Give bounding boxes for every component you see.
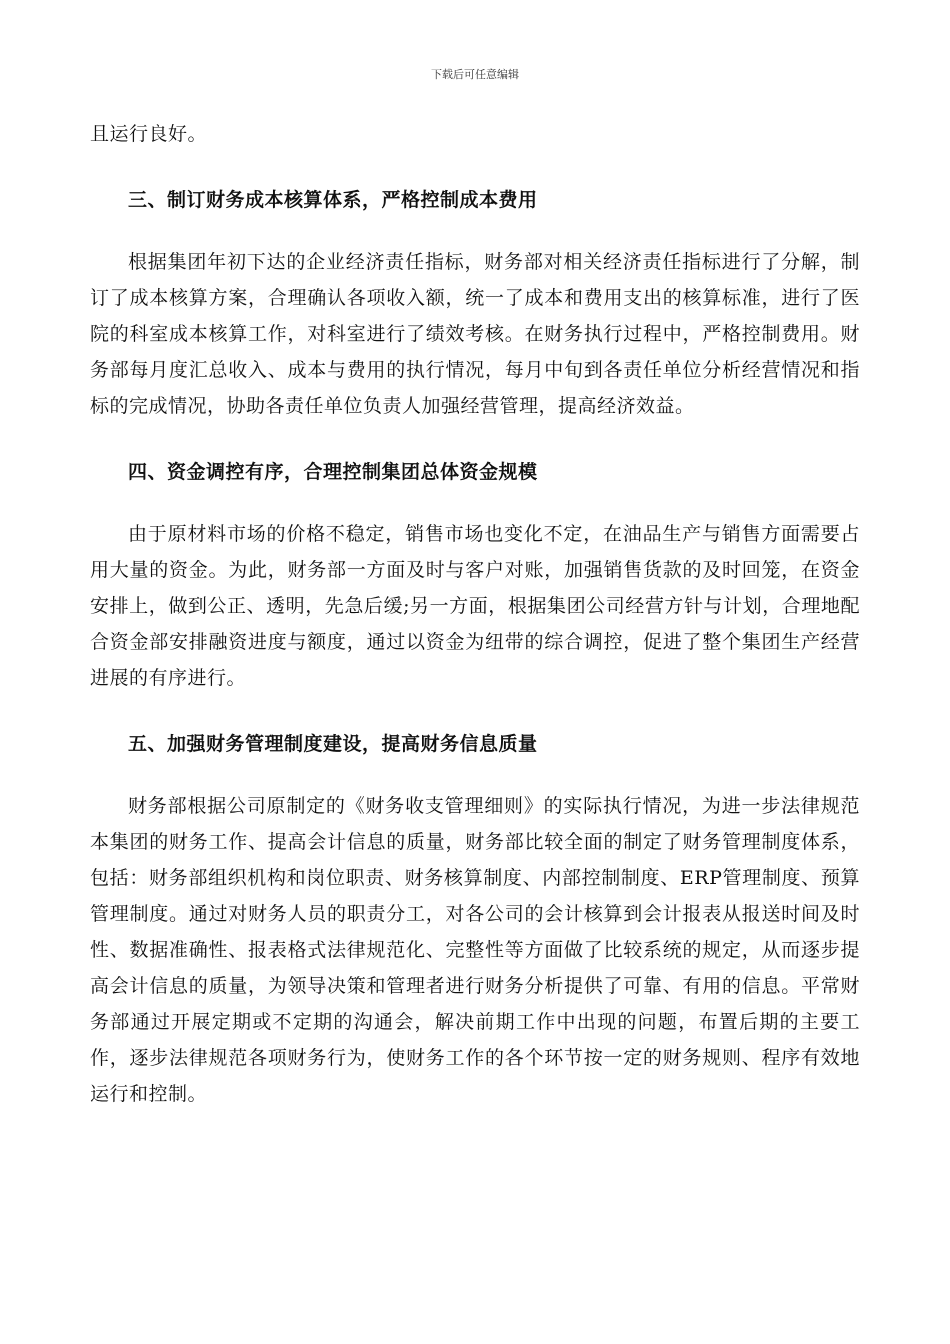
section-heading: 三、制订财务成本核算体系，严格控制成本费用 [128, 189, 538, 211]
section-4 [90, 454, 860, 696]
section-paragraph: 财务部根据公司原制定的《财务收支管理细则》的实际执行情况，为进一步法律规范本集团的财务工作、提高会计信息的质量，财务部比较全面的制定了财务管理制度体系，包括：财务部组织机构和岗位职责、财务核算制度、内部控制制度、ERP管理制度、预算管理制度。通过对财务人员的职责分工，对各公司的会计核算到会计报表从报送时间及时性、数据准确性、报表格式法律规范化、完整性等方面做了比较系统的规定，从而逐步提高会计信息的质量，为领导决策和管理者进行财务分析提供了可靠、有用的信息。平常财务部通过开展定期或不定期的沟通会，解决前期工作中出现的问题，布置后期的主要工作，逐步法律规范各项财务行为，使财务工作的各个环节按一定的财务规则、程序有效地运行和控制。 [90, 795, 860, 1105]
section-paragraph: 根据集团年初下达的企业经济责任指标，财务部对相关经济责任指标进行了分解，制订了成本核算方案，合理确认各项收入额，统一了成本和费用支出的核算标准，进行了医院的科室成本核算工作，对科室进行了绩效考核。在财务执行过程中，严格控制费用。财务部每月度汇总收入、成本与费用的执行情况，每月中旬到各责任单位分析经营情况和指标的完成情况，协助各责任单位负责人加强经营管理，提高经济效益。 [90, 251, 860, 417]
page-header-note: 下载后可任意编辑 [431, 68, 519, 81]
section-paragraph: 由于原材料市场的价格不稳定，销售市场也变化不定，在油品生产与销售方面需要占用大量的资金。为此，财务部一方面及时与客户对账，加强销售货款的及时回笼，在资金安排上，做到公正、透明，先急后缓;另一方面，根据集团公司经营方针与计划，合理地配合资金部安排融资进度与额度，通过以资金为纽带的综合调控，促进了整个集团生产经营进展的有序进行。 [90, 523, 860, 689]
section-heading: 四、资金调控有序，合理控制集团总体资金规模 [128, 461, 538, 483]
section-3 [90, 182, 860, 424]
section-5 [90, 726, 860, 1112]
document-body [90, 116, 860, 1112]
lead-paragraph: 且运行良好。 [90, 123, 208, 145]
section-heading: 五、加强财务管理制度建设，提高财务信息质量 [128, 733, 538, 755]
